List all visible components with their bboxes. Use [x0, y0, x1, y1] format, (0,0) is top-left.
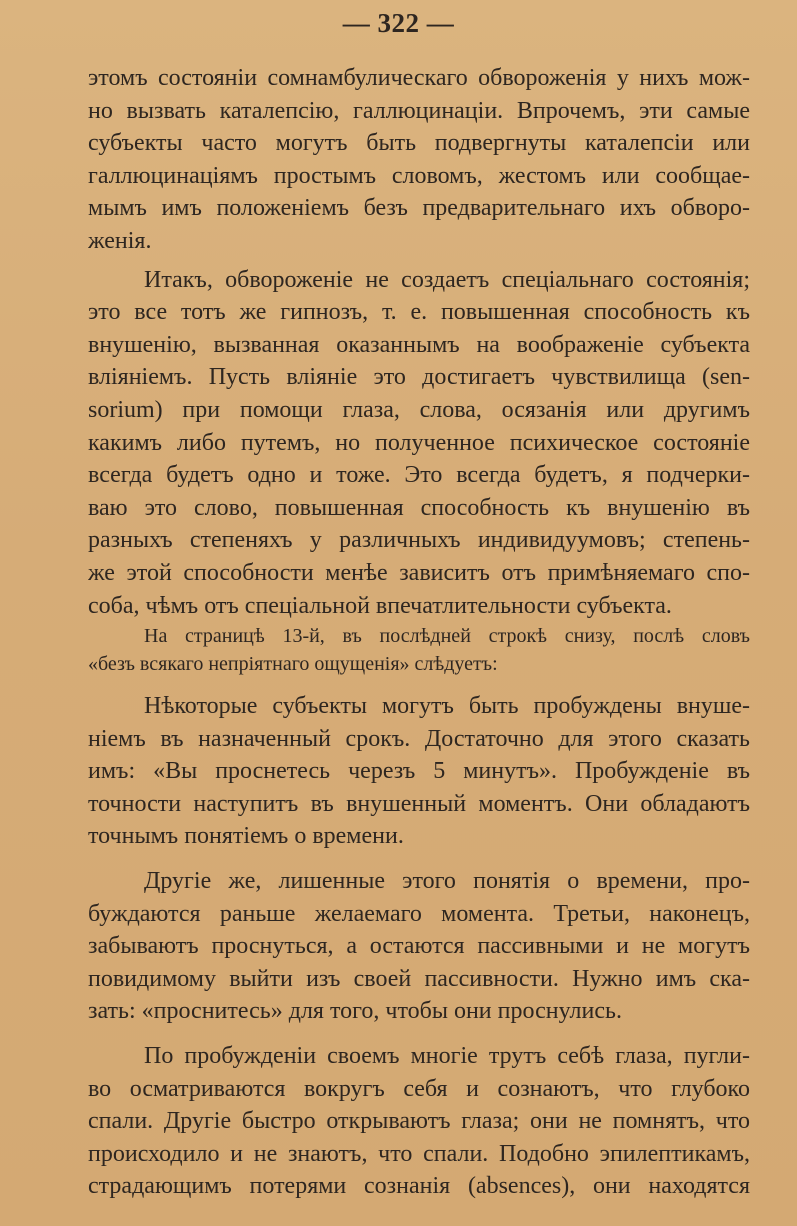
text-line: этомъ состоянiи сомнамбулическаго обвороженiя у нихъ мож- — [88, 65, 750, 91]
text-line: соба, чѣмъ отъ спецiальной впечатлительности субъекта. — [88, 592, 672, 619]
editorial-note — [88, 622, 750, 678]
paragraph — [88, 62, 750, 258]
text-line: мымъ имъ положенiемъ безъ предварительнаго ихъ обворо- — [88, 195, 750, 222]
text-line: имъ: «Вы проснетесь черезъ 5 минутъ». Пробужденiе въ — [88, 758, 750, 785]
text-line: страдающимъ потерями сознанiя (absences), они находятся — [88, 1173, 750, 1200]
text-line: нiемъ въ назначенный срокъ. Достаточно для этого сказать — [88, 725, 750, 752]
page-number: — 322 — — [342, 8, 455, 38]
text-line: разныхъ степеняхъ у различныхъ индивидуумовъ; степень- — [88, 527, 750, 554]
text-line: же этой способности менѣе зависитъ отъ примѣняемаго спо- — [88, 559, 750, 586]
text-line: точнымъ понятiемъ о времени. — [88, 823, 404, 850]
text-line: всегда будетъ одно и тоже. Это всегда будетъ, я подчерки- — [88, 462, 750, 489]
page-text — [88, 62, 750, 1203]
text-line: повидимому выйти изъ своей пассивности. Нужно имъ ска- — [88, 965, 750, 992]
text-line: sorium) при помощи глаза, слова, осязанiя или другимъ — [88, 396, 750, 423]
text-line: забываютъ проснуться, а остаются пассивными и не могутъ — [88, 933, 750, 960]
text-line: буждаются раньше желаемаго момента. Третьи, наконецъ, — [88, 900, 750, 927]
text-line: женiя. — [88, 227, 152, 254]
text-line: галлюцинацiямъ простымъ словомъ, жестомъ или сообщае- — [88, 162, 750, 189]
paragraph — [88, 865, 750, 1028]
text-line: спали. Другiе быстро открываютъ глаза; они не помнятъ, что — [88, 1108, 750, 1135]
text-line: ваю это слово, повышенная способность къ внушенiю въ — [88, 494, 750, 521]
text-line: какимъ либо путемъ, но полученное психическое состоянiе — [88, 429, 750, 456]
text-line: По пробужденiи своемъ многiе трутъ себѣ глаза, пугли- — [144, 1043, 750, 1070]
text-line: это все тотъ же гипнозъ, т. е. повышенная способность къ — [88, 299, 750, 326]
text-line: но вызвать каталепсiю, галлюцинацiи. Впрочемъ, эти самые — [88, 97, 750, 124]
text-line: «безъ всякаго непрiятнаго ощущенiя» слѣдуетъ: — [88, 653, 498, 676]
text-line: во осматриваются вокругъ себя и сознаютъ, что глубоко — [88, 1075, 750, 1102]
text-line: влiянiемъ. Пусть влiянiе это достигаетъ чувствилища (sen- — [88, 364, 750, 391]
text-line: Итакъ, обвороженiе не создаетъ спецiальнаго состоянiя; — [144, 266, 750, 293]
text-line: На страницѣ 13-й, въ послѣдней строкѣ снизу, послѣ словъ — [144, 625, 750, 648]
paragraph — [88, 1040, 750, 1203]
paragraph — [88, 690, 750, 853]
text-line: субъекты часто могутъ быть подвергнуты каталепсiи или — [88, 130, 750, 157]
text-line: Другiе же, лишенные этого понятiя о времени, про- — [144, 868, 750, 895]
paragraph — [88, 264, 750, 623]
text-line: зать: «проснитесь» для того, чтобы они проснулись. — [88, 998, 622, 1025]
text-line: внушенiю, вызванная оказаннымъ на воображенiе субъекта — [88, 331, 750, 358]
text-line: происходило и не знаютъ, что спали. Подобно эпилептикамъ, — [88, 1140, 750, 1167]
text-line: точности наступитъ въ внушенный моментъ. Они обладаютъ — [88, 790, 750, 817]
text-line: Нѣкоторые субъекты могутъ быть пробуждены внуше- — [144, 693, 750, 720]
